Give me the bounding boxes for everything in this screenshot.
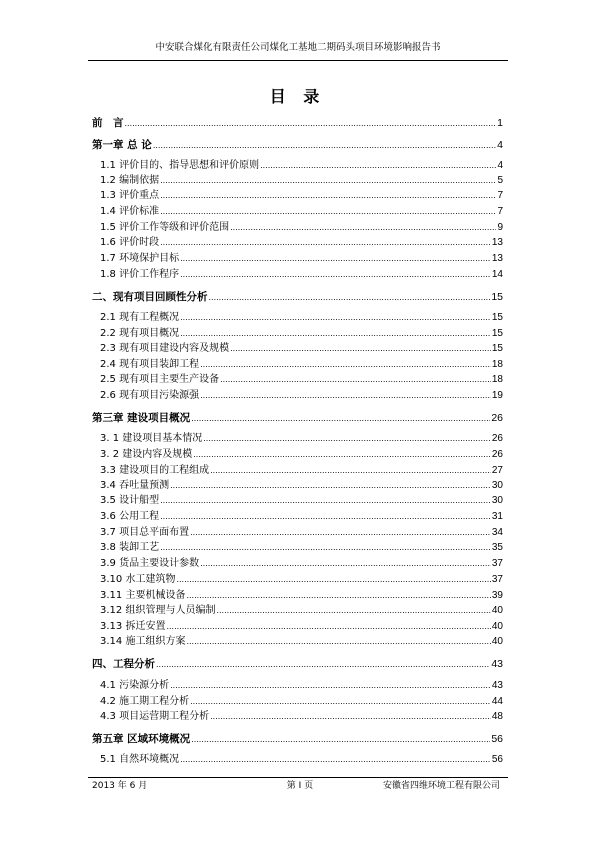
- toc-dot-leader: [191, 733, 490, 747]
- toc-dot-leader: [209, 291, 491, 305]
- toc-entry-page: 34: [491, 527, 503, 538]
- toc-entry-page: 5: [497, 175, 503, 186]
- toc-section-entry[interactable]: [100, 311, 503, 325]
- toc-section-entry[interactable]: [100, 252, 503, 266]
- toc-entry-page: 48: [491, 711, 503, 722]
- toc-section-entry[interactable]: [100, 479, 503, 493]
- toc-dot-leader: [180, 327, 491, 341]
- toc-dot-leader: [190, 526, 491, 540]
- toc-dot-leader: [260, 159, 496, 173]
- toc-entry-page: 14: [491, 269, 503, 280]
- toc-entry-label: 2.1 现有工程概况: [100, 312, 180, 323]
- document-header: 中安联合煤化有限责任公司煤化工基地二期码头项目环境影响报告书: [155, 42, 441, 53]
- toc-chapter-entry[interactable]: [92, 657, 503, 671]
- toc-section-entry[interactable]: [100, 236, 503, 250]
- toc-section-entry[interactable]: [100, 620, 503, 634]
- toc-dot-leader: [160, 494, 491, 508]
- toc-dot-leader: [160, 174, 496, 188]
- footer-company: 安徽省四维环境工程有限公司: [382, 781, 500, 791]
- footer-page-number: 第 I 页: [286, 781, 314, 791]
- toc-entry-label: 1.5 评价工作等级和评价范围: [100, 222, 230, 233]
- toc-entry-label: 3.6 公用工程: [100, 511, 160, 522]
- toc-entry-label: 前 言: [92, 117, 124, 129]
- toc-section-entry[interactable]: [100, 510, 503, 524]
- toc-dot-leader: [160, 205, 496, 219]
- toc-dot-leader: [160, 236, 491, 250]
- toc-section-entry[interactable]: [100, 159, 503, 173]
- toc-dot-leader: [176, 573, 490, 587]
- toc-entry-page: 39: [491, 590, 503, 601]
- toc-entry-page: 27: [491, 465, 503, 476]
- toc-entry-label: 2.6 现有项目污染源强: [100, 390, 200, 401]
- toc-section-entry[interactable]: [100, 389, 503, 403]
- toc-entry-page: 4: [497, 160, 503, 171]
- toc-entry-page: 7: [497, 190, 503, 201]
- toc-entry-label: 1.7 环境保护目标: [100, 253, 180, 264]
- toc-section-entry[interactable]: [100, 494, 503, 508]
- toc-entry-label: 3.4 吞吐量预测: [100, 480, 170, 491]
- toc-dot-leader: [186, 635, 490, 649]
- toc-title: 目 录: [269, 87, 326, 106]
- toc-entry-page: 40: [491, 605, 503, 616]
- toc-entry-page: 43: [491, 680, 503, 691]
- toc-dot-leader: [170, 479, 491, 493]
- toc-dot-leader: [200, 358, 491, 372]
- toc-entry-page: 37: [491, 558, 503, 569]
- toc-entry-label: 1.2 编制依据: [100, 175, 160, 186]
- toc-dot-leader: [180, 268, 491, 282]
- toc-entry-page: 40: [491, 636, 503, 647]
- toc-entry-page: 1: [497, 117, 503, 129]
- toc-entry-page: 31: [491, 511, 503, 522]
- toc-entry-page: 13: [491, 253, 503, 264]
- toc-entry-label: 3.5 设计船型: [100, 495, 160, 506]
- toc-entry-page: 40: [491, 621, 503, 632]
- toc-entry-label: 3.7 项目总平面布置: [100, 527, 190, 538]
- toc-section-entry[interactable]: [100, 268, 503, 282]
- toc-entry-page: 19: [491, 390, 503, 401]
- toc-section-entry[interactable]: [100, 695, 503, 709]
- toc-dot-leader: [156, 658, 490, 672]
- toc-entry-label: 4.3 项目运营期工程分析: [100, 711, 210, 722]
- toc-dot-leader: [180, 311, 491, 325]
- toc-entry-label: 1.3 评价重点: [100, 190, 160, 201]
- toc-section-entry[interactable]: [100, 710, 503, 724]
- toc-entry-label: 1.4 评价标准: [100, 206, 160, 217]
- toc-entry-label: 3.9 货品主要设计参数: [100, 558, 200, 569]
- toc-entry-page: 15: [491, 343, 503, 354]
- toc-section-entry[interactable]: [100, 604, 503, 618]
- footer-date: 2013 年 6 月: [92, 781, 148, 791]
- toc-dot-leader: [191, 412, 490, 426]
- toc-entry-page: 35: [491, 542, 503, 553]
- toc-dot-leader: [210, 710, 491, 724]
- toc-entry-page: 30: [491, 480, 503, 491]
- toc-entry-page: 18: [491, 374, 503, 385]
- toc-dot-leader: [160, 510, 491, 524]
- toc-dot-leader: [170, 679, 491, 693]
- toc-entry-page: 30: [491, 495, 503, 506]
- toc-entry-page: 9: [497, 222, 503, 233]
- toc-entry-page: 7: [497, 206, 503, 217]
- toc-dot-leader: [200, 557, 491, 571]
- toc-entry-label: 3.14 施工组织方案: [100, 636, 186, 647]
- toc-entry-label: 2.2 现有项目概况: [100, 328, 180, 339]
- toc-chapter-entry[interactable]: [92, 290, 503, 304]
- toc-entry-page: 15: [491, 312, 503, 323]
- toc-entry-page: 43: [491, 658, 503, 670]
- toc-entry-label: 1.1 评价目的、指导思想和评价原则: [100, 160, 260, 171]
- toc-entry-label: 3.13 拆迁安置: [100, 621, 166, 632]
- toc-entry-page: 26: [491, 449, 503, 460]
- toc-entry-page: 56: [491, 754, 503, 765]
- toc-section-entry[interactable]: [100, 464, 503, 478]
- toc-entry-page: 44: [491, 696, 503, 707]
- toc-dot-leader: [160, 189, 496, 203]
- toc-section-entry[interactable]: [100, 373, 503, 387]
- toc-entry-page: 15: [491, 291, 503, 303]
- toc-dot-leader: [203, 432, 491, 446]
- toc-entry-label: 1.6 评价时段: [100, 237, 160, 248]
- toc-entry-label: 4.1 污染源分析: [100, 680, 170, 691]
- toc-dot-leader: [230, 342, 491, 356]
- toc-dot-leader: [210, 464, 491, 478]
- toc-entry-page: 56: [491, 733, 503, 745]
- toc-entry-label: 5.1 自然环境概况: [100, 754, 180, 765]
- toc-entry-label: 3.10 水工建筑物: [100, 574, 176, 585]
- toc-section-entry[interactable]: [100, 526, 503, 540]
- toc-entry-page: 26: [491, 412, 503, 424]
- toc-section-entry[interactable]: [100, 679, 503, 693]
- toc-dot-leader: [230, 221, 496, 235]
- toc-dot-leader: [216, 604, 490, 618]
- toc-chapter-entry[interactable]: [92, 116, 503, 130]
- toc-entry-label: 3.11 主要机械设备: [100, 590, 186, 601]
- toc-section-entry[interactable]: [100, 753, 503, 767]
- toc-section-entry[interactable]: [100, 557, 503, 571]
- toc-section-entry[interactable]: [100, 174, 503, 188]
- toc-entry-page: 26: [491, 433, 503, 444]
- toc-dot-leader: [186, 589, 490, 603]
- toc-entry-label: 3. 2 建设内容及规模: [100, 449, 193, 460]
- toc-entry-label: 第三章 建设项目概况: [92, 412, 191, 424]
- toc-section-entry[interactable]: [100, 205, 503, 219]
- toc-chapter-entry[interactable]: [92, 732, 503, 746]
- toc-entry-label: 3.3 建设项目的工程组成: [100, 465, 210, 476]
- toc-section-entry[interactable]: [100, 221, 503, 235]
- toc-entry-label: 3. 1 建设项目基本情况: [100, 433, 203, 444]
- toc-entry-label: 第五章 区域环境概况: [92, 733, 191, 745]
- toc-entry-page: 4: [497, 139, 503, 151]
- toc-entry-label: 4.2 施工期工程分析: [100, 696, 190, 707]
- toc-entry-label: 四、工程分析: [92, 658, 155, 670]
- toc-dot-leader: [166, 620, 490, 634]
- toc-entry-label: 1.8 评价工作程序: [100, 269, 180, 280]
- toc-section-entry[interactable]: [100, 635, 503, 649]
- toc-dot-leader: [200, 389, 491, 403]
- toc-dot-leader: [193, 448, 491, 462]
- toc-dot-leader: [220, 373, 491, 387]
- toc-dot-leader: [160, 541, 491, 555]
- toc-dot-leader: [190, 695, 491, 709]
- toc-entry-page: 15: [491, 328, 503, 339]
- toc-entry-page: 37: [491, 574, 503, 585]
- toc-entry-label: 3.12 组织管理与人员编制: [100, 605, 216, 616]
- toc-section-entry[interactable]: [100, 589, 503, 603]
- toc-dot-leader: [153, 139, 496, 153]
- toc-chapter-entry[interactable]: [92, 138, 503, 152]
- toc-section-entry[interactable]: [100, 327, 503, 341]
- toc-dot-leader: [125, 117, 497, 131]
- toc-section-entry[interactable]: [100, 432, 503, 446]
- toc-section-entry[interactable]: [100, 448, 503, 462]
- toc-section-entry[interactable]: [100, 573, 503, 587]
- toc-entry-page: 18: [491, 359, 503, 370]
- toc-dot-leader: [180, 753, 491, 767]
- toc-section-entry[interactable]: [100, 541, 503, 555]
- toc-entry-label: 2.4 现有项目装卸工程: [100, 359, 200, 370]
- toc-entry-label: 二、现有项目回顾性分析: [92, 291, 208, 303]
- toc-chapter-entry[interactable]: [92, 411, 503, 425]
- toc-dot-leader: [180, 252, 491, 266]
- toc-section-entry[interactable]: [100, 189, 503, 203]
- toc-entry-label: 2.3 现有项目建设内容及规模: [100, 343, 230, 354]
- toc-entry-label: 2.5 现有项目主要生产设备: [100, 374, 220, 385]
- toc-entry-page: 13: [491, 237, 503, 248]
- toc-entry-label: 第一章 总 论: [92, 139, 152, 151]
- footer-divider: [88, 777, 508, 778]
- toc-section-entry[interactable]: [100, 358, 503, 372]
- toc-entry-label: 3.8 装卸工艺: [100, 542, 160, 553]
- toc-section-entry[interactable]: [100, 342, 503, 356]
